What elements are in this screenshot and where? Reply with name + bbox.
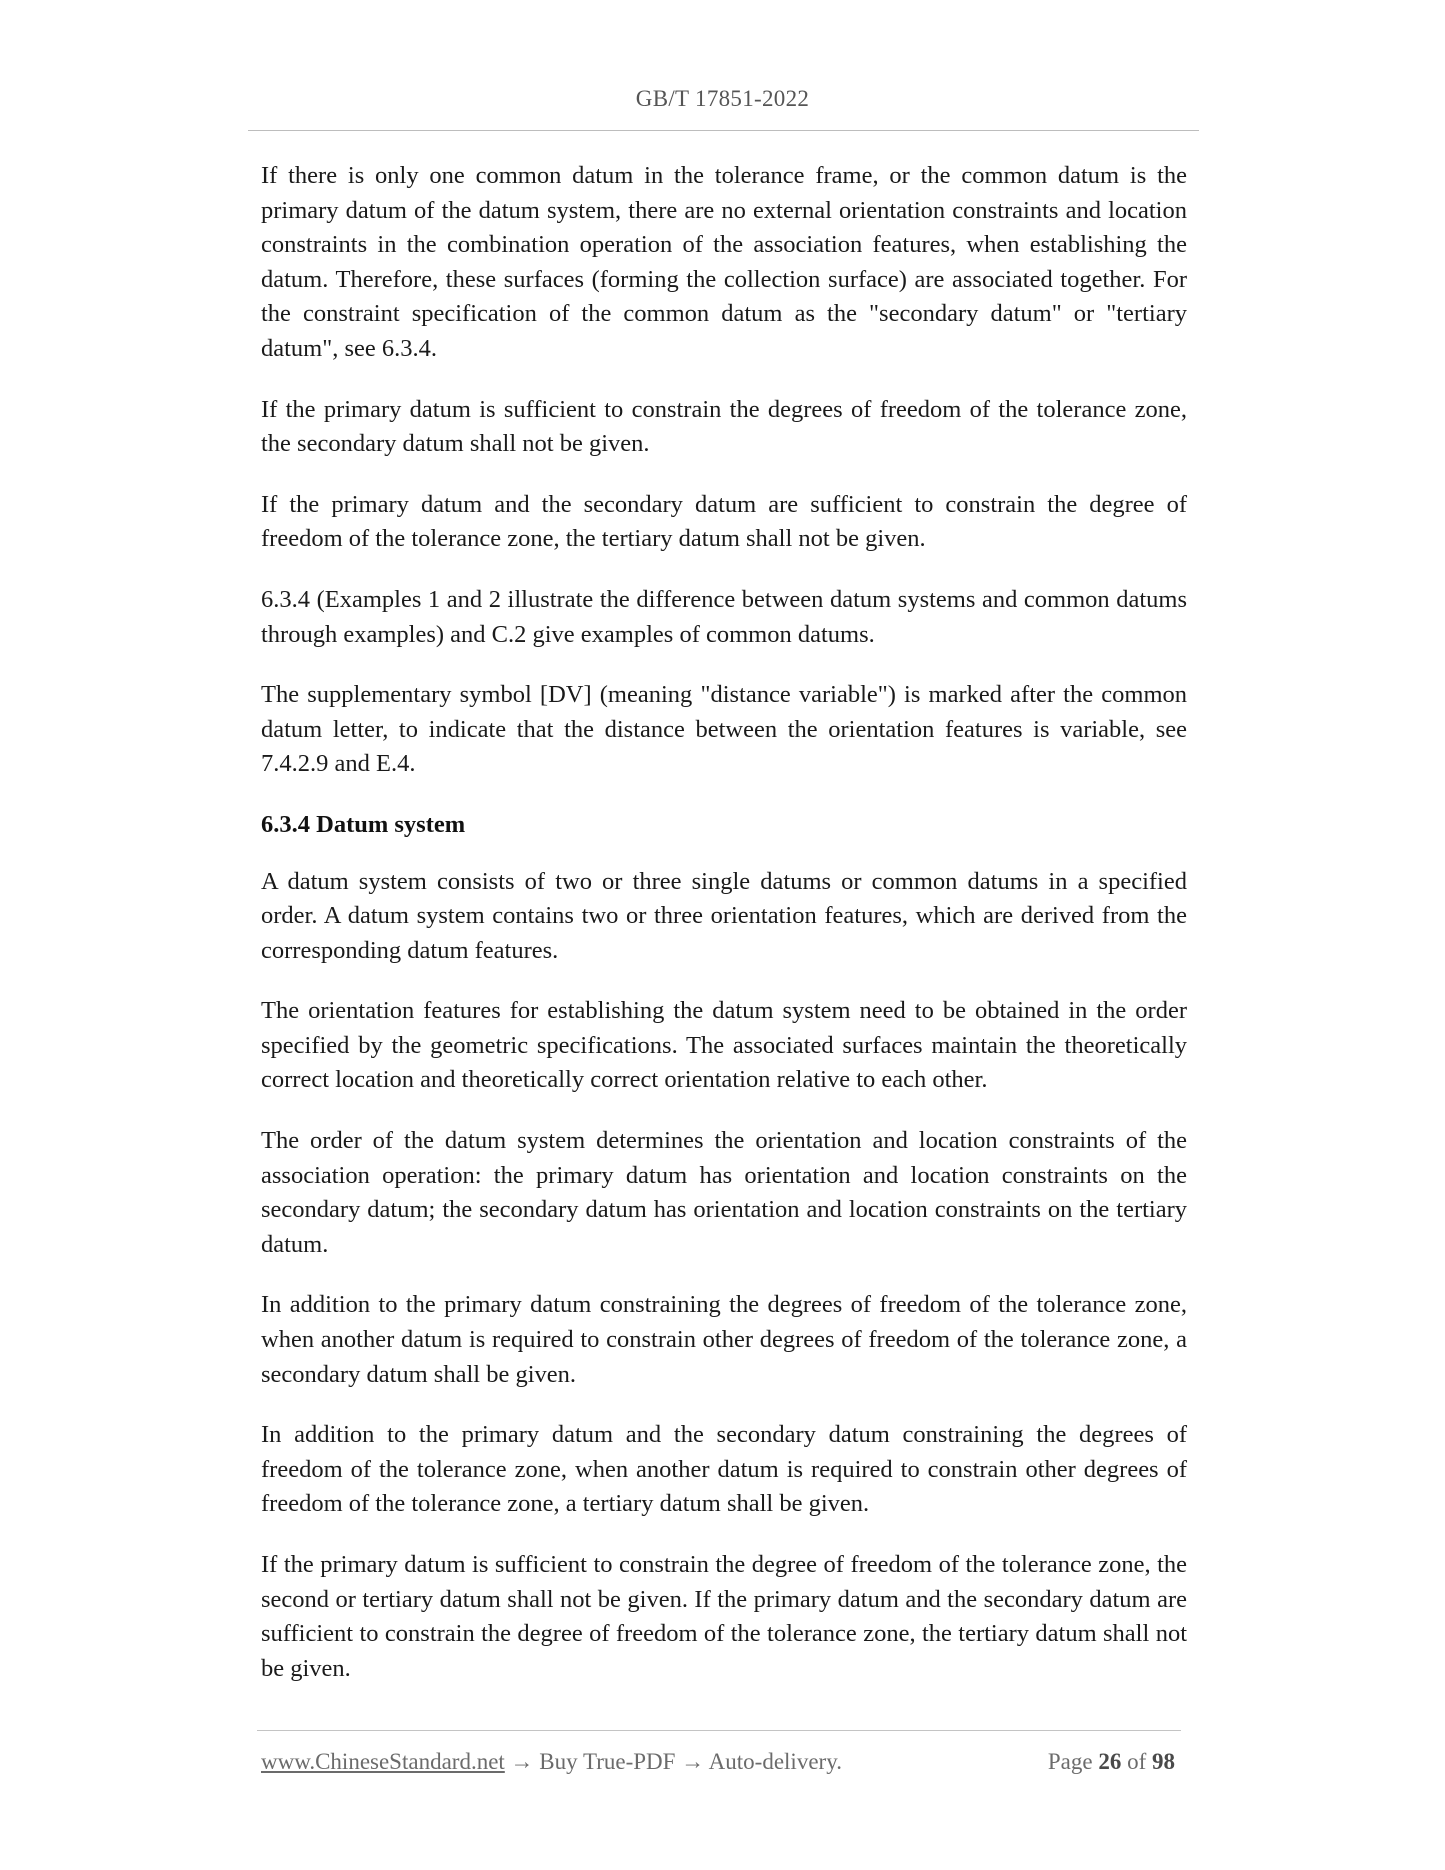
of-label: of	[1127, 1749, 1147, 1774]
total-pages-number: 98	[1152, 1749, 1175, 1774]
paragraph-secondary-datum-not-given: If the primary datum is sufficient to constrain the degrees of freedom of the tolerance zone, the secondary datum shall not be given.	[261, 395, 1187, 458]
page-content	[261, 159, 1187, 1712]
current-page-number: 26	[1098, 1749, 1122, 1774]
paragraph-tertiary-datum-not-given: If the primary datum and the secondary datum are sufficient to constrain the degree of freedom of the tolerance zone, the tertiary datum shall not be given.	[261, 490, 1187, 553]
auto-delivery-text: Auto-delivery.	[708, 1749, 842, 1774]
paragraph-orientation-features-order: The orientation features for establishing the datum system need to be obtained in the order specified by the geometric specifications. The associated surfaces maintain the theoretically correct location and theoretically correct orientation relative to each other.	[261, 997, 1187, 1094]
paragraph-common-datum-constraints: If there is only one common datum in the tolerance frame, or the common datum is the primary datum of the datum system, there are no external orientation constraints and location constraints in the combination operation of the association features, when establishing the datum. Therefore, these surfaces (forming the collection surface) are associated together. For the constraint specification of the common datum as the "secondary datum" or "tertiary datum", see 6.3.4.	[261, 162, 1187, 362]
page-indicator	[1048, 1749, 1175, 1775]
footer-divider	[257, 1730, 1181, 1731]
page-label: Page	[1047, 1749, 1093, 1774]
footer-promo	[261, 1749, 842, 1775]
website-link[interactable]: www.ChineseStandard.net	[261, 1749, 505, 1774]
section-heading-datum-system: 6.3.4 Datum system	[261, 810, 466, 838]
paragraph-distance-variable-symbol: The supplementary symbol [DV] (meaning "distance variable") is marked after the common datum letter, to indicate that the distance between the orientation features is variable, see 7.4.2.9 and E.4.	[261, 681, 1187, 778]
arrow-right-icon: →	[510, 1749, 534, 1774]
paragraph-secondary-datum-given: In addition to the primary datum constraining the degrees of freedom of the tolerance zone, when another datum is required to constrain other degrees of freedom of the tolerance zone, a secondary datum shall be given.	[261, 1291, 1187, 1388]
paragraph-common-datum-examples: 6.3.4 (Examples 1 and 2 illustrate the difference between datum systems and common datums through examples) and C.2 give examples of common datums.	[261, 585, 1187, 648]
paragraph-datum-not-given-summary: If the primary datum is sufficient to constrain the degree of freedom of the tolerance zone, the second or tertiary datum shall not be given. If the primary datum and the secondary datum are sufficient to constrain the degree of freedom of the tolerance zone, the tertiary datum shall not be given.	[261, 1551, 1187, 1682]
paragraph-tertiary-datum-given: In addition to the primary datum and the secondary datum constraining the degrees of freedom of the tolerance zone, when another datum is required to constrain other degrees of freedom of the tolerance zone, a tertiary datum shall be given.	[261, 1421, 1187, 1518]
header-divider	[248, 130, 1199, 131]
paragraph-datum-system-definition: A datum system consists of two or three single datums or common datums in a specified order. A datum system contains two or three orientation features, which are derived from the corresponding datum features.	[261, 867, 1187, 964]
arrow-right-icon: →	[681, 1749, 705, 1774]
buy-pdf-text: Buy True-PDF	[539, 1749, 676, 1774]
paragraph-datum-order-constraints: The order of the datum system determines the orientation and location constraints of the association operation: the primary datum has orientation and location constraints on the secondary datum; the secondary datum has orientation and location constraints on the tertiary datum.	[261, 1127, 1187, 1258]
document-header-title: GB/T 17851-2022	[635, 86, 810, 111]
